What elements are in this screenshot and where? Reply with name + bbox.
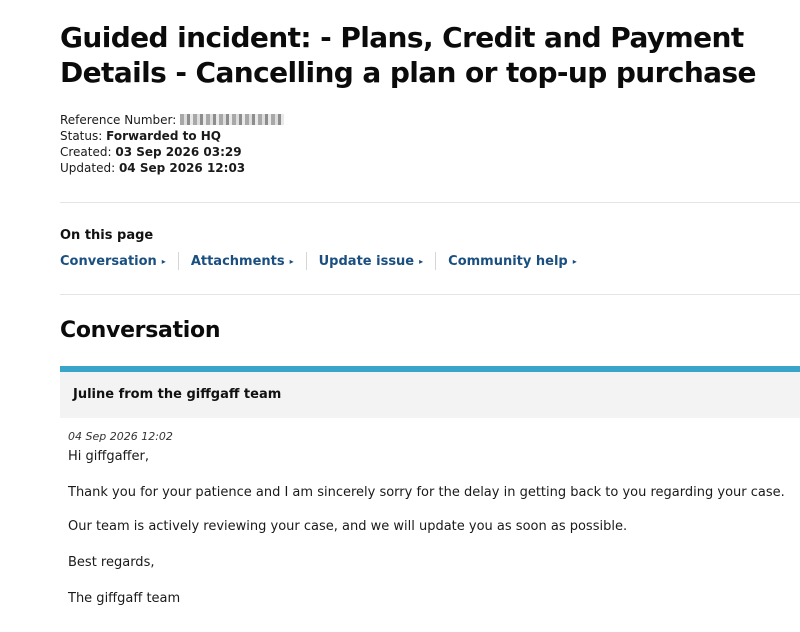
status-label: Status: (60, 129, 103, 143)
message-author: Juline from the giffgaff team (73, 387, 282, 402)
triangle-right-icon: ▸ (572, 256, 577, 266)
nav-link-conversation[interactable] (60, 254, 166, 269)
nav-separator (306, 252, 307, 270)
nav-link-label: Conversation (60, 253, 157, 269)
reference-label: Reference Number: (60, 113, 177, 127)
divider (60, 294, 800, 295)
created-row (60, 144, 284, 160)
nav-separator (178, 252, 179, 270)
message-paragraph: Our team is actively reviewing your case, and we will update you as soon as possible. (68, 519, 628, 534)
message-signature: The giffgaff team (68, 591, 181, 606)
on-this-page-nav (60, 250, 577, 272)
incident-meta (60, 112, 284, 176)
updated-row (60, 160, 284, 176)
updated-label: Updated: (60, 161, 116, 175)
nav-link-label: Community help (448, 253, 568, 269)
created-label: Created: (60, 145, 112, 159)
nav-separator (435, 252, 436, 270)
status-row (60, 128, 284, 144)
nav-link-update-issue[interactable] (319, 254, 424, 269)
nav-link-attachments[interactable] (191, 254, 294, 269)
nav-link-label: Attachments (190, 253, 285, 269)
message-paragraph: Best regards, (68, 555, 155, 570)
conversation-heading: Conversation (60, 318, 221, 343)
message-paragraph: Hi giffgaffer, (68, 449, 149, 464)
nav-link-label: Update issue (318, 253, 415, 269)
message-header (60, 372, 800, 418)
message-timestamp: 04 Sep 2026 12:02 (68, 430, 173, 443)
nav-link-community-help[interactable] (448, 254, 577, 269)
on-this-page-heading: On this page (60, 228, 154, 243)
page-title: Guided incident: - Plans, Credit and Payment Details - Cancelling a plan or top-up purchase (60, 21, 756, 89)
created-value: 03 Sep 2026 03:29 (115, 145, 242, 159)
triangle-right-icon: ▸ (161, 256, 166, 266)
triangle-right-icon: ▸ (289, 256, 294, 266)
message-body (68, 430, 788, 607)
status-value: Forwarded to HQ (106, 129, 221, 143)
updated-value: 04 Sep 2026 12:03 (118, 161, 246, 175)
divider (60, 202, 800, 203)
reference-number-redacted (180, 114, 284, 125)
triangle-right-icon: ▸ (419, 256, 424, 266)
message-paragraph: Thank you for your patience and I am sincerely sorry for the delay in getting back to you regarding your case. (68, 485, 785, 500)
reference-row (60, 112, 284, 128)
